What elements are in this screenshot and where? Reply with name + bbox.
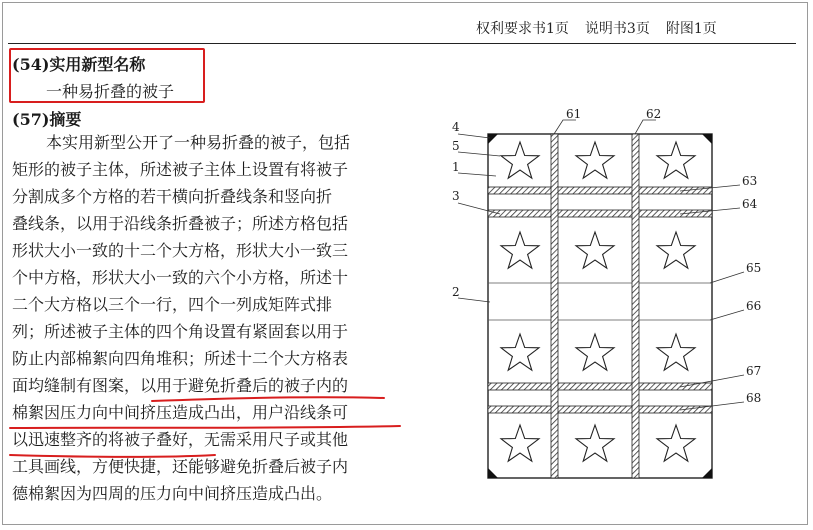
abstract-line: 面均缝制有图案，以用于避免折叠后的被子内的 — [12, 376, 349, 395]
vertical-fold-line — [632, 134, 639, 478]
abstract-line: 以迅速整齐的将被子叠好，无需采用尺子或其他 — [12, 430, 349, 449]
abstract-line: 矩形的被子主体，所述被子主体上设置有将被子 — [12, 160, 349, 179]
horizontal-fold-line — [488, 187, 712, 194]
horizontal-fold-line — [488, 210, 712, 217]
ref-label: 2 — [452, 285, 460, 299]
drawings-pages: 附图1页 — [665, 21, 717, 37]
ref-label: 65 — [746, 261, 762, 275]
ref-label: 61 — [566, 107, 582, 121]
ref-label: 66 — [746, 299, 762, 313]
ref-label: 3 — [452, 189, 460, 203]
abstract-line: 棉絮因压力向中间挤压造成凸出，用户沿线条可 — [12, 403, 349, 422]
abstract-line: 工具画线，方便快捷，还能够避免折叠后被子内 — [12, 457, 349, 476]
red-underline — [10, 455, 215, 457]
abstract-line: 形状大小一致的十二个大方格，形状大小一致三 — [12, 241, 349, 260]
abstract-line: 本实用新型公开了一种易折叠的被子，包括 — [46, 133, 351, 152]
ref-label: 1 — [452, 160, 460, 174]
vertical-fold-line — [551, 134, 558, 478]
abstract-line: 叠线条，以用于沿线条折叠被子；所述方格包括 — [12, 214, 349, 233]
horizontal-fold-line — [488, 406, 712, 413]
abstract-line: 防止内部棉絮向四角堆积；所述十二个大方格表 — [12, 349, 349, 368]
red-underline — [152, 397, 384, 401]
abstract-line: 二个大方格以三个一行，四个一列成矩阵式排 — [12, 295, 333, 314]
description-pages: 说明书3页 — [584, 21, 650, 37]
abstract-heading: (57)摘要 — [12, 110, 82, 129]
quilt-body — [488, 134, 712, 478]
abstract-line: 德棉絮因为四周的压力向中间挤压造成凸出。 — [12, 484, 333, 503]
utility-model-name: 一种易折叠的被子 — [46, 82, 175, 101]
abstract-line: 列；所述被子主体的四个角设置有紧固套以用于 — [12, 322, 349, 341]
ref-label: 68 — [746, 391, 762, 405]
abstract-line: 个中方格，形状大小一致的六个小方格，所述十 — [12, 268, 349, 287]
ref-label: 62 — [646, 107, 662, 121]
utility-model-name-heading: (54)实用新型名称 — [12, 55, 146, 74]
patent-figure — [440, 100, 780, 500]
ref-label: 5 — [452, 139, 460, 153]
ref-label: 64 — [742, 197, 758, 211]
ref-label: 4 — [452, 120, 460, 134]
ref-label: 67 — [746, 364, 762, 378]
ref-label: 63 — [742, 174, 758, 188]
abstract-line: 分割成多个方格的若干横向折叠线条和竖向折 — [12, 187, 333, 206]
horizontal-fold-line — [488, 383, 712, 390]
claims-pages: 权利要求书1页 — [476, 21, 569, 37]
red-underline — [10, 426, 400, 428]
